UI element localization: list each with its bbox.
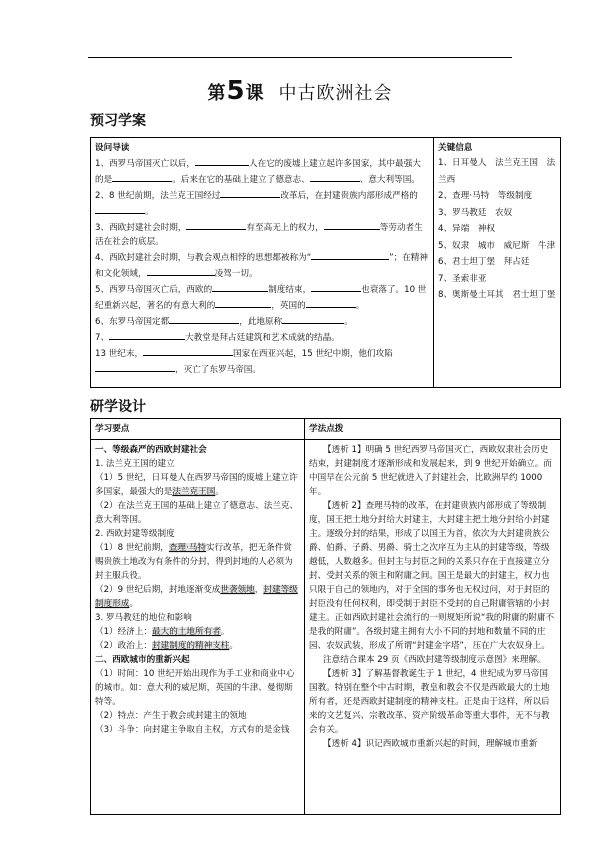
point-3b: （2）政治上：封建制度的精神支柱。 [95,641,238,651]
point-2b: （2）9 世纪后期，封地逐渐变成世袭领地，封建等级制度形成。 [95,585,298,609]
keys-header: 关键信息 [438,143,473,153]
study-tips-cell [305,440,561,815]
study-points-cell [91,440,305,815]
tip-3: 【透析 3】了解基督教诞生于 1 世纪，4 世纪成为罗马帝国国教。特别在整个中古时期，教皇和教会不仅是西欧最大的土地所有者，还是西欧封建制度的精神支柱。正是由于这样，所以后来的文艺复兴、宗教改革、资产阶级革命等重大事件，无不与教会有关。 [309,669,550,735]
key-item: 3、罗马教廷 农奴 [438,207,513,218]
question-1: 1、西罗马帝国灭亡以后， 人在它的废墟上建立起许多国家，其中最强大的是 。后来在它的基础上建立了德意志、 、意大利等国。 [95,155,429,187]
question-8: 13 世纪末， 国家在西亚兴起，15 世纪中期，他们攻陷，灭亡了东罗马帝国。 [95,345,429,377]
preview-questions-cell [91,138,434,388]
page-title: 第5课 中古欧洲社会 [207,76,393,106]
point-1b: （2）在法兰克王国的基础上建立了德意志、法兰克、意大利等国。 [95,501,299,525]
key-item: 4、异端 神权 [438,224,496,234]
question-4: 4、西欧封建社会时期，与教会观点相悖的思想都被称为“ ”；在精神和文化领域， 凌驾一切。 [95,249,429,281]
preview-heading: 预习学案 [90,113,146,129]
tip-2: 【透析 2】查理马特的改革，在封建贵族内部形成了等级制度，国王把土地分封给大封建主，大封建主把土地分封给小封建主。逐级分封的结果，形成了以国王为首，依次为大封建贵族公爵、伯爵、子爵、男爵、骑士之次序互为主从的封建等级，等级越低，人数越多。但封主与封臣之间的关系只存在于直接建立分封、受封关系的领主和附庸之间。国王是最大的封建主，权力也只限于自己的领地内，对于全国的事务也无权过问，对于封臣的封臣没有任何权利，即受制于封臣不受封的自己附庸管辖的小封建主。正如西欧封建社会流行的一则规矩所说“我的附庸的附庸不是我的附庸”。各级封建主拥有大小不同的封地和数量不同的庄园、农奴武装，形成了所谓“封建金字塔”，压在广大农奴身上。 [309,501,555,651]
question-7: 7、 大教堂是拜占廷建筑和艺术成就的结晶。 [95,329,429,345]
key-item: 1、日耳曼人 法兰克王国 法兰西 [438,158,556,185]
question-2: 2、8 世纪前期，法兰克王国经过 改革后，在封建贵族内部形成严格的。 [95,187,429,219]
study-heading: 研学设计 [90,399,146,415]
point-3a: （1）经济上：最大的土地所有者。 [95,627,230,637]
study-table [90,418,561,815]
point-1a: （1）5 世纪，日耳曼人在西罗马帝国的废墟上建立许多国家，最强大的是法兰克王国。 [95,473,298,497]
point-2: 2. 西欧封建等级制度 [95,529,175,539]
questions-header: 设问导读 [95,143,130,153]
point-s2-2: （2）特点：产生于教会或封建主的领地 [95,711,247,721]
preview-keys-cell [434,138,561,388]
key-item: 5、奴隶 城市 威尼斯 牛津 [438,240,556,251]
tip-4: 【透析 4】识记西欧城市重新兴起的时间，理解城市重新 [323,739,538,749]
key-item: 8、奥斯曼土耳其 君士坦丁堡 [438,290,556,300]
question-3: 3、西欧封建社会时期， 有至高无上的权力， 等劳动者生活在社会的底层。 [95,219,429,249]
tip-1: 【透析 1】明确 5 世纪西罗马帝国灭亡，西欧奴隶社会历史结束，封建制度才逐渐形成和发展起来，到 9 世纪开始确立。而中国早在公元前 5 世纪就进入了封建社会，比欧洲早约 1000 年。 [309,445,552,497]
study-left-header: 学习要点 [91,419,305,440]
point-s2-1: （1）时间：10 世纪开始出现作为手工业和商业中心的城市。如：意大利的威尼斯，英国的牛津、曼彻斯特等。 [95,669,295,707]
key-item: 6、君士坦丁堡 拜占廷 [438,257,530,267]
point-3: 3. 罗马教廷的地位和影响 [95,613,192,623]
key-item: 2、查理·马特 等级制度 [438,191,533,201]
key-list [438,155,556,304]
tip-2-note: 注意结合课本 29 页《西欧封建等级制度示意图》来理解。 [323,655,546,665]
section-2-title: 二、西欧城市的重新兴起 [95,655,190,665]
section-1-title: 一、等级森严的西欧封建社会 [95,445,207,455]
point-1: 1. 法兰克王国的建立 [95,459,175,469]
preview-table [90,137,561,388]
point-2a: （1）8 世纪前期，查理·马特实行改革，把无条件赏赐贵族土地改为有条件的分封，得到封地的人必须为封主服兵役。 [95,543,293,581]
study-right-header: 学法点拨 [305,419,561,440]
key-item: 7、圣索非亚 [438,273,487,284]
question-6: 6、东罗马帝国定都 ，此地原称 。 [95,313,429,329]
header-rule [88,57,512,58]
question-5: 5、西罗马帝国灭亡后，西欧的 制度结束， 也衰落了。10 世纪重新兴起，著名的有意大利的 ，英国的 。 [95,281,429,313]
point-s2-3: （3）斗争：向封建主争取自主权，方式有的是金钱 [95,725,290,735]
